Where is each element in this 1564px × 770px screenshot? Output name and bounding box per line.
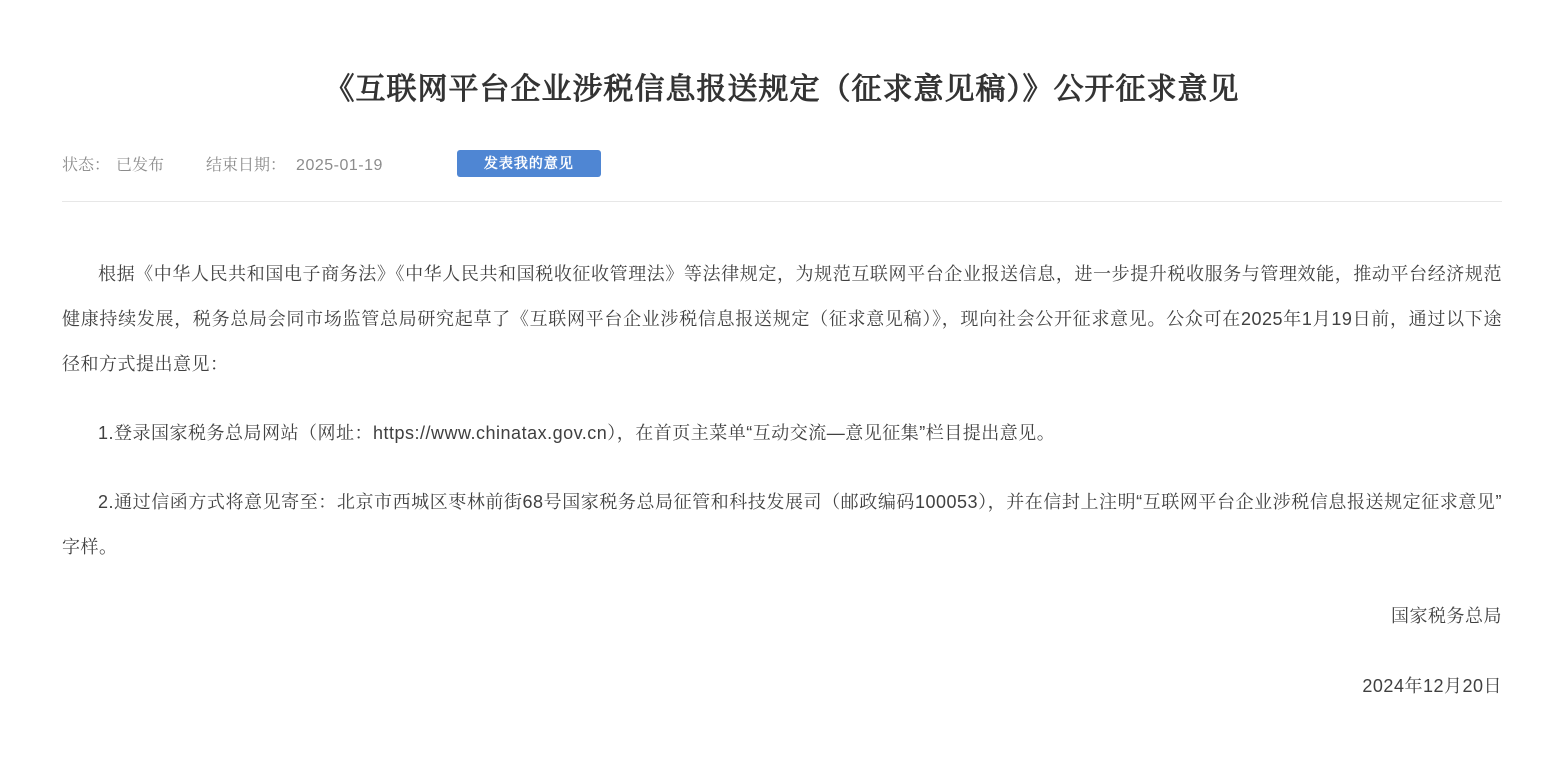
status-label: 状态： [62, 157, 111, 174]
status-field [62, 152, 164, 175]
meta-row [62, 150, 1502, 202]
submit-opinion-button[interactable]: 发表我的意见 [457, 150, 601, 177]
end-date-value: 2025-01-19 [296, 157, 383, 174]
paragraph-channel-website: 1.登录国家税务总局网站（网址：https://www.chinatax.gov.cn），在首页主菜单“互动交流—意见征集”栏目提出意见。 [98, 423, 1056, 443]
paragraph-channel-mail: 2.通过信函方式将意见寄至：北京市西城区枣林前街68号国家税务总局征管和科技发展司（邮政编码100053），并在信封上注明“互联网平台企业涉税信息报送规定征求意见”字样。 [62, 492, 1502, 557]
page-title: 《互联网平台企业涉税信息报送规定（征求意见稿）》公开征求意见 [324, 73, 1240, 106]
article-container [0, 72, 1564, 709]
signature-date: 2024年12月20日 [1362, 676, 1502, 696]
article-body [62, 252, 1502, 709]
signature-organization: 国家税务总局 [1391, 606, 1502, 626]
end-date-field [206, 152, 383, 175]
status-value: 已发布 [116, 157, 165, 174]
paragraph-intro: 根据《中华人民共和国电子商务法》《中华人民共和国税收征收管理法》等法律规定，为规范互联网平台企业报送信息，进一步提升税收服务与管理效能，推动平台经济规范健康持续发展，税务总局会同市场监管总局研究起草了《互联网平台企业涉税信息报送规定（征求意见稿）》，现向社会公开征求意见。公众可在2025年1月19日前，通过以下途径和方式提出意见： [62, 264, 1502, 374]
end-date-label: 结束日期： [206, 157, 287, 174]
